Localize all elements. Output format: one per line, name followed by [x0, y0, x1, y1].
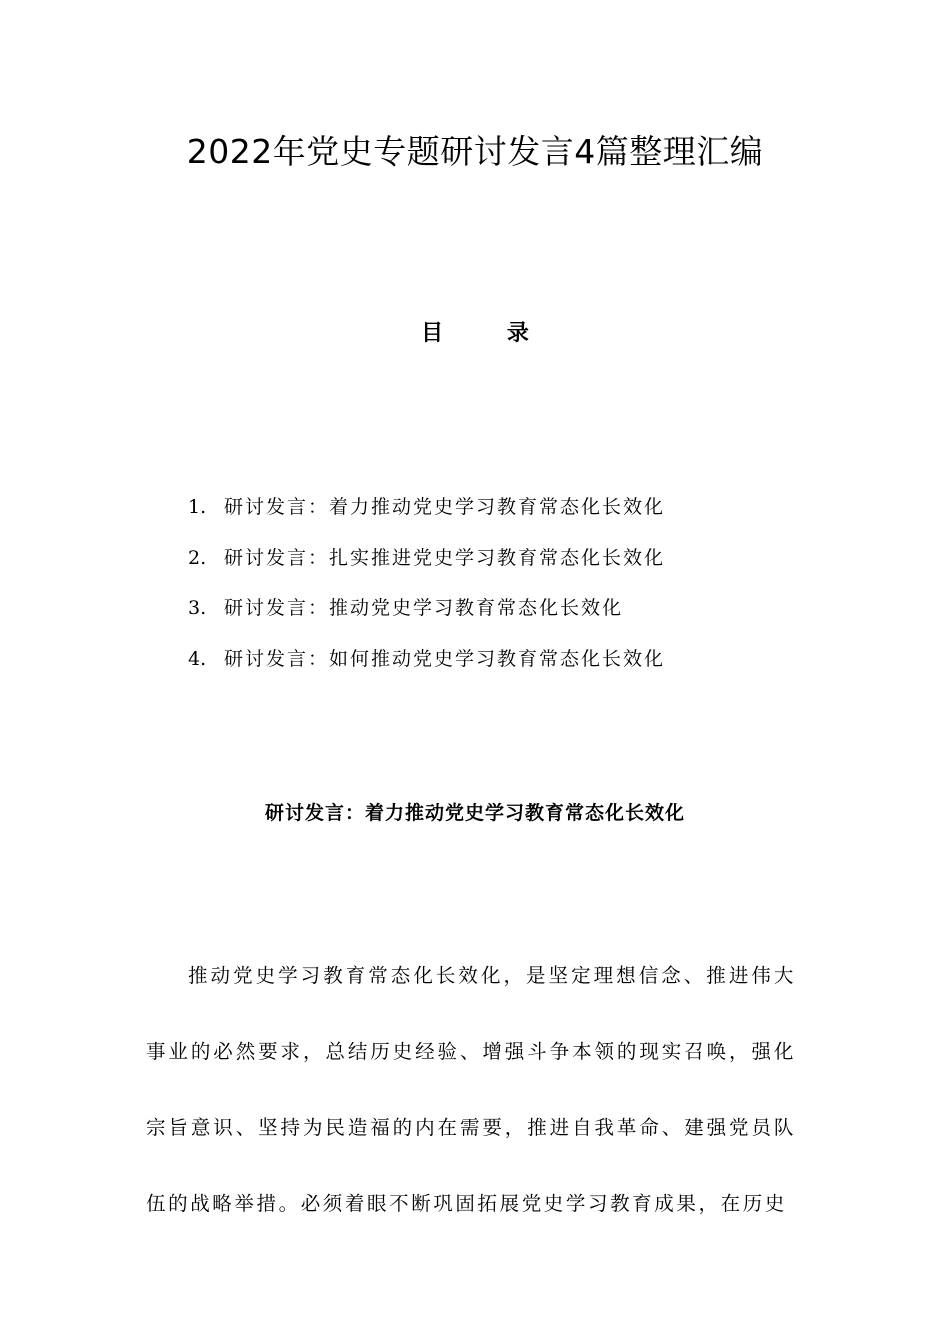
body-paragraph: 推动党史学习教育常态化长效化，是坚定理想信念、推进伟大事业的必然要求，总结历史经验、增强斗争本领的现实召唤，强化宗旨意识、坚持为民造福的内在需要，推进自我革命、建强党员队伍的战略举措。必须着眼不断巩固拓展党史学习教育成果，在历史	[146, 964, 796, 1215]
toc-item-number: 3.	[188, 597, 207, 619]
toc-item-number: 2.	[188, 546, 207, 569]
document-title: 2022年党史专题研讨发言4篇整理汇编	[186, 132, 764, 171]
toc-item-label: 研讨发言：着力推动党史学习教育常态化长效化	[224, 496, 666, 518]
toc-item-label: 研讨发言：扎实推进党史学习教育常态化长效化	[224, 546, 666, 569]
toc-item-label: 研讨发言：推动党史学习教育常态化长效化	[224, 597, 624, 619]
table-of-contents	[188, 490, 665, 692]
toc-item-number: 1.	[188, 496, 207, 518]
toc-item-label: 研讨发言：如何推动党史学习教育常态化长效化	[224, 647, 666, 670]
toc-item-number: 4.	[188, 647, 207, 670]
toc-item[interactable]	[188, 591, 665, 642]
toc-item[interactable]	[188, 642, 665, 693]
section-title: 研讨发言：着力推动党史学习教育常态化长效化	[264, 802, 685, 824]
toc-item[interactable]	[188, 541, 665, 592]
toc-heading: 目 录	[421, 321, 557, 346]
toc-item[interactable]	[188, 490, 665, 541]
